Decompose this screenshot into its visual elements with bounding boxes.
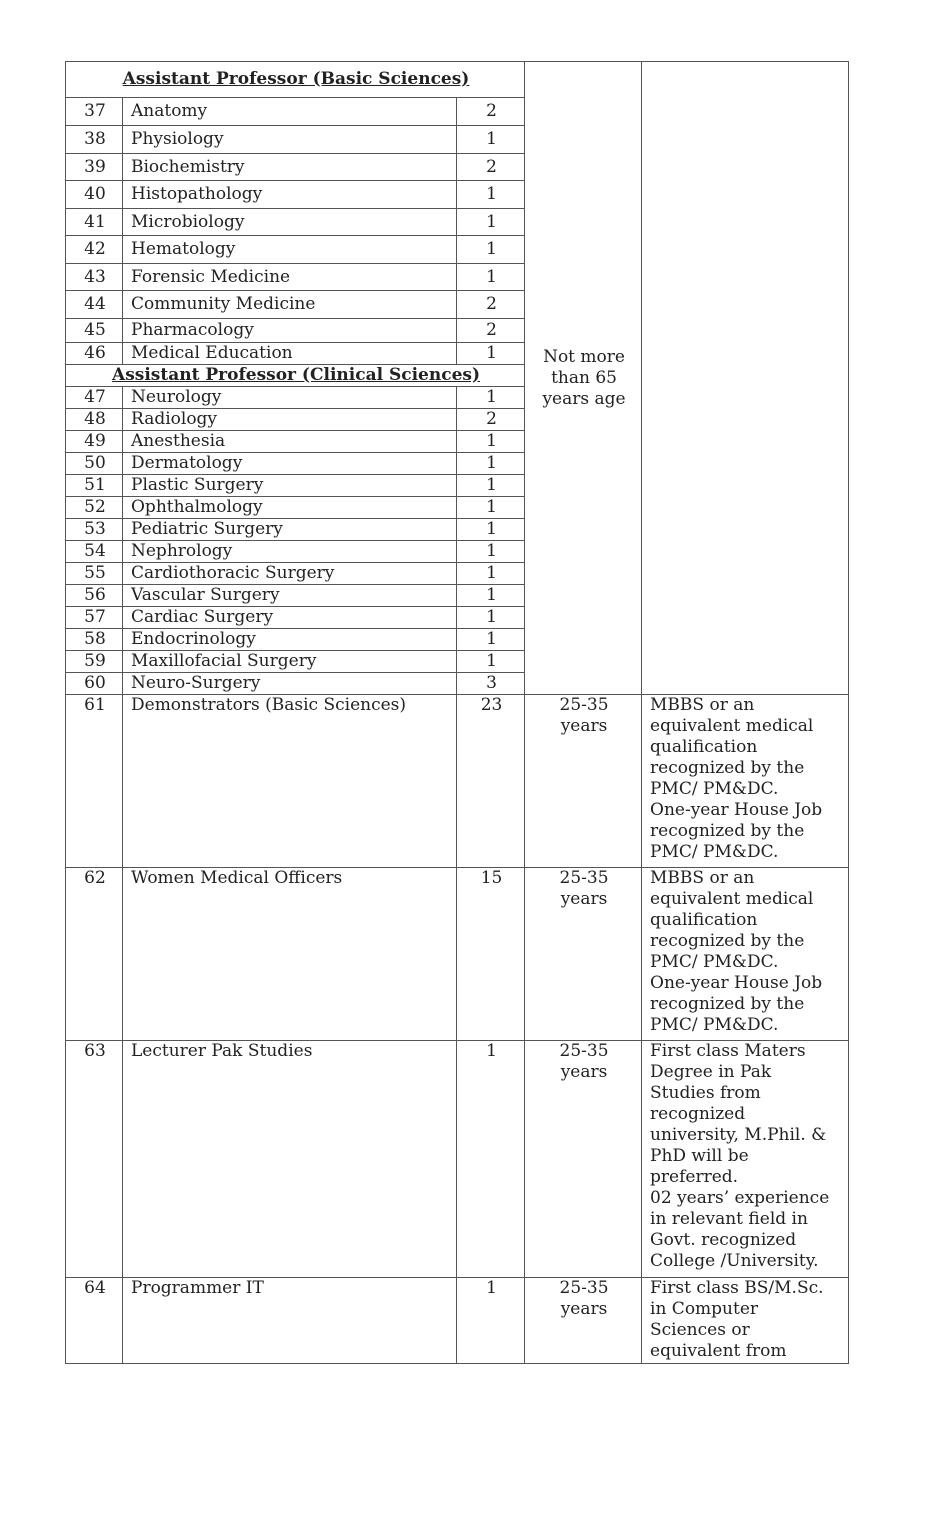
post-name: Community Medicine	[123, 291, 457, 319]
qualification	[642, 1278, 849, 1364]
qualification-line: PMC/ PM&DC.	[650, 952, 779, 972]
section-heading-basic: Assistant Professor (Basic Sciences)	[66, 62, 525, 98]
serial-number: 55	[66, 563, 123, 585]
qualification-line: 02 years’ experience	[650, 1188, 830, 1208]
age-limit	[525, 1278, 642, 1364]
post-count: 1	[457, 541, 525, 563]
qualification-line: Degree in Pak	[650, 1062, 772, 1082]
serial-number: 63	[66, 1041, 123, 1278]
post-count: 1	[457, 236, 525, 264]
table-row	[66, 695, 849, 868]
post-count: 1	[457, 264, 525, 291]
qualification-line: recognized by the	[650, 758, 805, 778]
post-count: 1	[457, 497, 525, 519]
post-name: Maxillofacial Surgery	[123, 651, 457, 673]
serial-number: 53	[66, 519, 123, 541]
serial-number: 61	[66, 695, 123, 868]
age-line: years age	[542, 388, 626, 409]
age-limit	[525, 695, 642, 868]
qualification-line: PMC/ PM&DC.	[650, 1015, 779, 1035]
vacancy-table	[65, 61, 849, 1364]
qualification-line: One-year House Job	[650, 973, 823, 993]
post-name: Medical Education	[123, 343, 457, 365]
qualification-line: recognized by the	[650, 994, 805, 1014]
qualification-line: in Computer	[650, 1299, 759, 1319]
post-name: Microbiology	[123, 209, 457, 236]
qualification	[642, 1041, 849, 1278]
serial-number: 56	[66, 585, 123, 607]
qualification-line: equivalent from	[650, 1341, 787, 1361]
serial-number: 49	[66, 431, 123, 453]
post-name: Pharmacology	[123, 319, 457, 343]
section-heading-clinical: Assistant Professor (Clinical Sciences)	[66, 365, 525, 387]
serial-number: 44	[66, 291, 123, 319]
qualification-line: Govt. recognized	[650, 1230, 797, 1250]
serial-number: 41	[66, 209, 123, 236]
post-count: 1	[457, 585, 525, 607]
serial-number: 58	[66, 629, 123, 651]
post-name: Histopathology	[123, 181, 457, 209]
post-count: 2	[457, 98, 525, 126]
age-line: than 65	[551, 367, 617, 388]
post-count: 2	[457, 154, 525, 181]
qualification-shared-empty	[642, 62, 849, 695]
post-count: 2	[457, 291, 525, 319]
table-row	[66, 62, 849, 98]
qualification-line: First class Maters	[650, 1041, 806, 1061]
post-name: Women Medical Officers	[123, 868, 457, 1041]
serial-number: 37	[66, 98, 123, 126]
post-name: Forensic Medicine	[123, 264, 457, 291]
serial-number: 48	[66, 409, 123, 431]
post-count: 1	[457, 1041, 525, 1278]
serial-number: 39	[66, 154, 123, 181]
age-line: years	[560, 716, 608, 736]
qualification-line: preferred.	[650, 1167, 739, 1187]
post-count: 1	[457, 209, 525, 236]
post-count: 2	[457, 409, 525, 431]
qualification-line: One-year House Job	[650, 800, 823, 820]
qualification-line: qualification	[650, 737, 758, 757]
post-count: 1	[457, 607, 525, 629]
age-limit	[525, 868, 642, 1041]
age-line: 25-35	[559, 695, 609, 715]
serial-number: 42	[66, 236, 123, 264]
post-name: Biochemistry	[123, 154, 457, 181]
age-line: years	[560, 1062, 608, 1082]
post-name: Anatomy	[123, 98, 457, 126]
serial-number: 46	[66, 343, 123, 365]
qualification-line: recognized	[650, 1104, 746, 1124]
qualification-line: in relevant field in	[650, 1209, 808, 1229]
table-row	[66, 1278, 849, 1364]
post-count: 1	[457, 1278, 525, 1364]
post-count: 1	[457, 453, 525, 475]
post-name: Dermatology	[123, 453, 457, 475]
table-row	[66, 1041, 849, 1278]
serial-number: 50	[66, 453, 123, 475]
post-count: 3	[457, 673, 525, 695]
serial-number: 57	[66, 607, 123, 629]
post-name: Plastic Surgery	[123, 475, 457, 497]
post-count: 2	[457, 319, 525, 343]
post-count: 15	[457, 868, 525, 1041]
serial-number: 40	[66, 181, 123, 209]
age-line: 25-35	[559, 1041, 609, 1061]
serial-number: 38	[66, 126, 123, 154]
post-name: Demonstrators (Basic Sciences)	[123, 695, 457, 868]
post-name: Ophthalmology	[123, 497, 457, 519]
serial-number: 43	[66, 264, 123, 291]
age-line: years	[560, 889, 608, 909]
age-limit	[525, 1041, 642, 1278]
post-name: Hematology	[123, 236, 457, 264]
qualification-line: PMC/ PM&DC.	[650, 842, 779, 862]
post-count: 1	[457, 651, 525, 673]
serial-number: 45	[66, 319, 123, 343]
post-name: Pediatric Surgery	[123, 519, 457, 541]
post-count: 1	[457, 475, 525, 497]
qualification-line: recognized by the	[650, 821, 805, 841]
post-count: 1	[457, 126, 525, 154]
serial-number: 62	[66, 868, 123, 1041]
post-name: Cardiothoracic Surgery	[123, 563, 457, 585]
qualification-line: PMC/ PM&DC.	[650, 779, 779, 799]
qualification-line: First class BS/M.Sc.	[650, 1278, 824, 1298]
age-line: 25-35	[559, 868, 609, 888]
post-name: Endocrinology	[123, 629, 457, 651]
age-limit-shared	[525, 62, 642, 695]
qualification-line: Sciences or	[650, 1320, 750, 1340]
age-line: years	[560, 1299, 608, 1319]
qualification-line: MBBS or an	[650, 868, 755, 888]
serial-number: 59	[66, 651, 123, 673]
serial-number: 52	[66, 497, 123, 519]
serial-number: 51	[66, 475, 123, 497]
post-count: 1	[457, 181, 525, 209]
serial-number: 64	[66, 1278, 123, 1364]
post-name: Neuro-Surgery	[123, 673, 457, 695]
serial-number: 47	[66, 387, 123, 409]
qualification	[642, 868, 849, 1041]
post-name: Vascular Surgery	[123, 585, 457, 607]
qualification-line: equivalent medical	[650, 889, 814, 909]
post-name: Nephrology	[123, 541, 457, 563]
qualification-line: recognized by the	[650, 931, 805, 951]
post-name: Physiology	[123, 126, 457, 154]
post-name: Neurology	[123, 387, 457, 409]
post-count: 1	[457, 519, 525, 541]
post-count: 1	[457, 629, 525, 651]
qualification-line: College /University.	[650, 1251, 819, 1271]
qualification-line: Studies from	[650, 1083, 761, 1103]
qualification-line: qualification	[650, 910, 758, 930]
post-name: Cardiac Surgery	[123, 607, 457, 629]
qualification-line: MBBS or an	[650, 695, 755, 715]
post-name: Radiology	[123, 409, 457, 431]
post-count: 1	[457, 343, 525, 365]
post-count: 1	[457, 387, 525, 409]
age-line: Not more	[543, 346, 625, 367]
qualification	[642, 695, 849, 868]
qualification-line: PhD will be	[650, 1146, 749, 1166]
table-row	[66, 868, 849, 1041]
post-name: Programmer IT	[123, 1278, 457, 1364]
qualification-line: equivalent medical	[650, 716, 814, 736]
post-count: 23	[457, 695, 525, 868]
serial-number: 60	[66, 673, 123, 695]
post-name: Anesthesia	[123, 431, 457, 453]
post-count: 1	[457, 431, 525, 453]
age-line: 25-35	[559, 1278, 609, 1298]
qualification-line: university, M.Phil. &	[650, 1125, 827, 1145]
serial-number: 54	[66, 541, 123, 563]
post-name: Lecturer Pak Studies	[123, 1041, 457, 1278]
post-count: 1	[457, 563, 525, 585]
